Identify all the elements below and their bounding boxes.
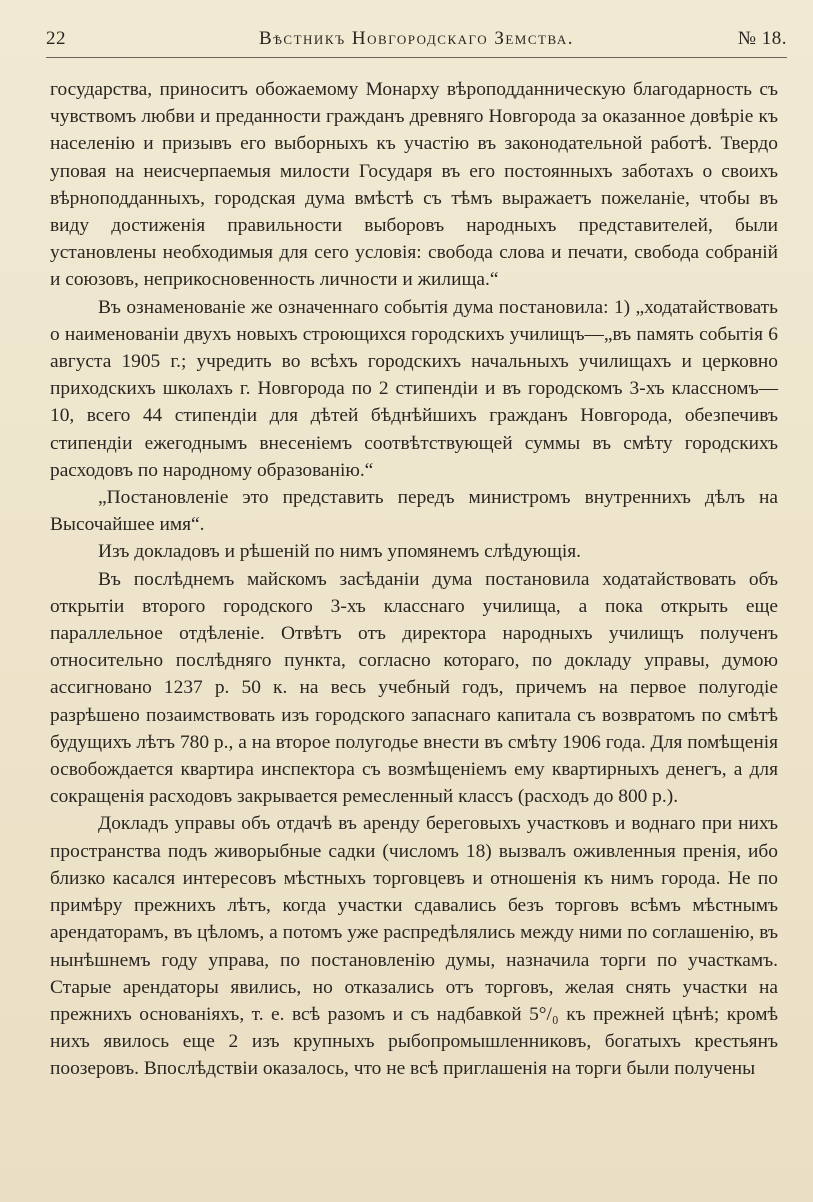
paragraph: Изъ докладовъ и рѣшеній по нимъ упомянемъ слѣдующія. [98,541,582,563]
issue-number: № 18. [737,28,787,49]
running-header [46,26,787,56]
page-number: 22 [46,28,66,49]
header-divider [46,57,787,58]
paragraph: „Постановленіе это представить передъ министромъ внутреннихъ дѣлъ на Высочайшее имя“. [50,487,778,536]
paragraph: Въ послѣднемъ майскомъ засѣданіи дума постановила ходатайствовать объ открытіи второго городского 3-хъ класснаго училища, а пока открыть еще параллельное отдѣленіе. Отвѣтъ отъ директора народныхъ училищъ полученъ относительно послѣдняго пункта, согласно котораго, по докладу управы, думою ассигновано 1237 р. 50 к. на весь учебный годъ, причемъ на первое полугодіе разрѣшено позаимствовать изъ городского запаснаго капитала съ возвратомъ по смѣтѣ будущихъ лѣтъ 780 р., а на второе полугодье внести въ смѣту 1906 года. Для помѣщенія освобождается квартира инспектора съ возмѣщеніемъ ему квартирныхъ денегъ, а для сокращенія расходовъ закрывается ремесленный классъ (расходъ до 800 р.). [50,568,778,808]
paragraph: Въ ознаменованіе же означеннаго событія дума постановила: 1) „ходатайствовать о наименованіи двухъ новыхъ строющихся городскихъ училищъ—„въ память событія 6 августа 1905 г.; учредить во всѣхъ городскихъ начальныхъ училищахъ и церковно приходскихъ школахъ г. Новгорода по 2 стипендіи и въ городскомъ 3-хъ классномъ—10, всего 44 стипендіи для дѣтей бѣднѣйшихъ гражданъ Новгорода, обезпечивъ стипендіи ежегоднымъ внесеніемъ соотвѣтствующей суммы въ смѣту городскихъ расходовъ по народному образованію.“ [50,296,778,481]
paragraph: государства, приноситъ обожаемому Монарху вѣроподданническую благодарность съ чувствомъ любви и преданности гражданъ древняго Новгорода за оказанное довѣріе къ населенію и призывъ его выборныхъ къ участію въ законодательной работѣ. Твердо уповая на неисчерпаемыя милости Государя въ его постоянныхъ заботахъ о своихъ вѣрноподданныхъ, городская дума вмѣстѣ съ тѣмъ выражаетъ пожеланіе, чтобы въ виду достиженія правильности выборовъ народныхъ представителей, были установлены необходимыя для сего условія: свобода слова и печати, свобода собраній и союзовъ, неприкосновенность личности и жилища.“ [50,79,778,291]
paragraph: Докладъ управы объ отдачѣ въ аренду береговыхъ участковъ и воднаго при нихъ пространства подъ живорыбные садки (числомъ 18) вызвалъ оживленныя пренія, ибо близко касался интересовъ мѣстныхъ торговцевъ и отношенія къ нимъ города. Не по примѣру прежнихъ лѣтъ, когда участки сдавались безъ торговъ всѣмъ мѣстнымъ арендаторамъ, въ цѣломъ, а потомъ уже распредѣлялись между ними по соглашенію, въ нынѣшнемъ году управа, по постановленію думы, назначила торги по участкамъ. Старые арендаторы явились, но отказались отъ торговъ, желая снять участки на прежнихъ основаніяхъ, т. е. всѣ разомъ и съ надбавкой 5°/₀ къ прежней цѣнѣ; кромѣ нихъ явилось еще 2 изъ крупныхъ рыбопромышленниковъ, богатыхъ крестьянъ поозеровъ. Впослѣдствіи оказалось, что не всѣ приглашенія на торги были получены [50,813,778,1080]
journal-title: Вѣстникъ Новгородскаго Земства. [259,28,574,49]
body-text [50,76,778,1083]
